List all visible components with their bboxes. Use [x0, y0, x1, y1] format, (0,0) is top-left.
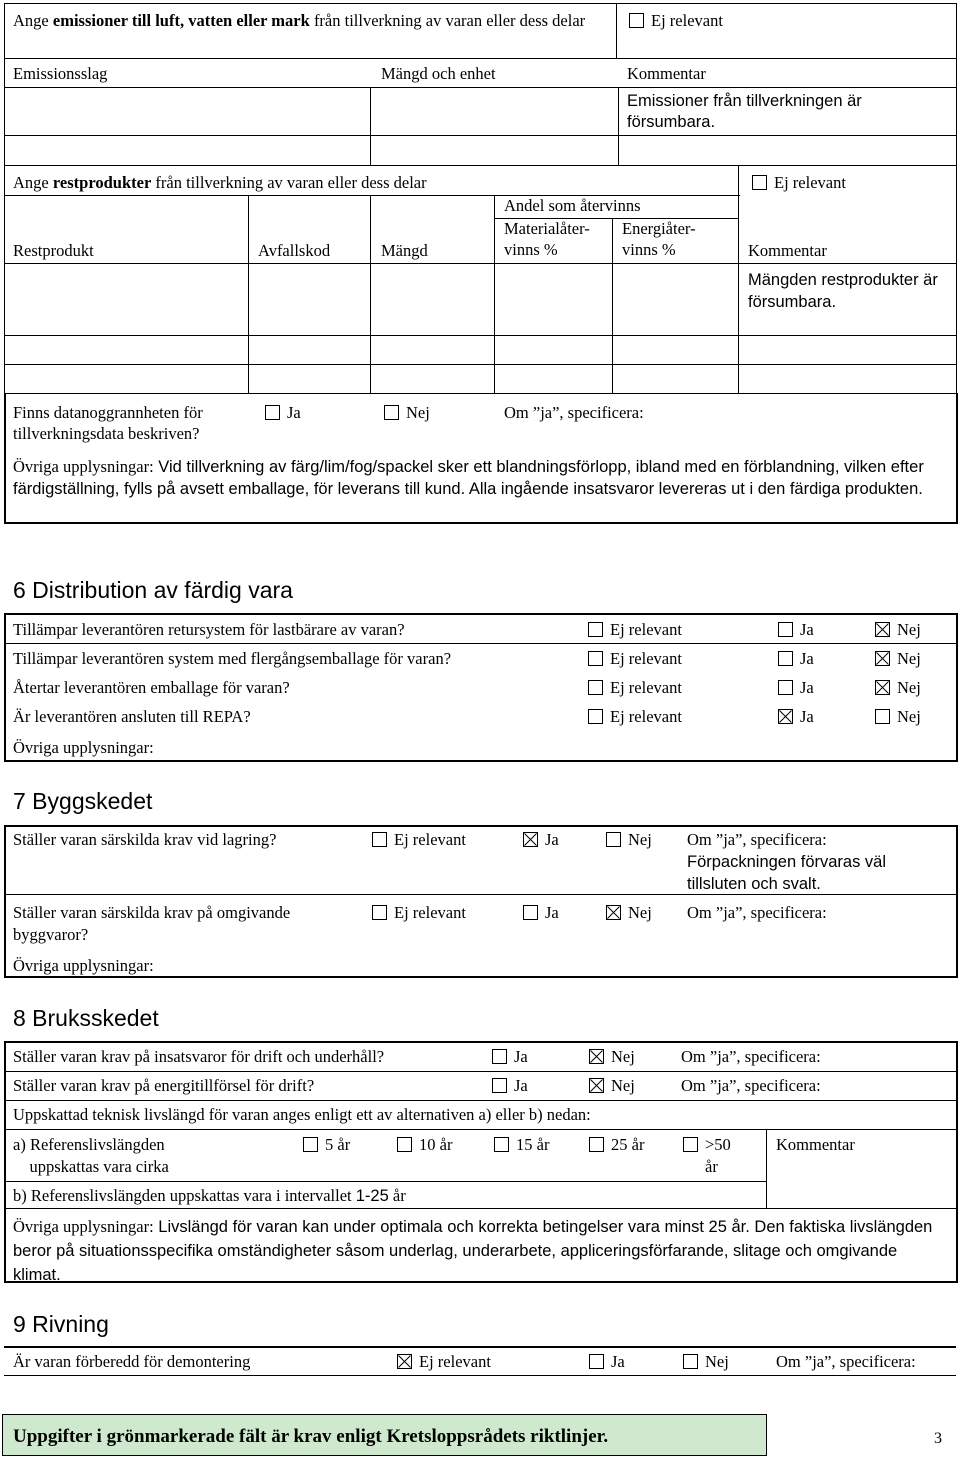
checkbox-icon[interactable] [588, 622, 603, 637]
col-recycled-share: Andel som återvinns [504, 196, 641, 215]
section-6-heading: 6 Distribution av färdig vara [13, 577, 293, 603]
checked-checkbox-icon[interactable] [875, 651, 890, 666]
checkbox-icon[interactable] [372, 832, 387, 847]
s9-not-relevant[interactable]: Ej relevant [397, 1351, 491, 1372]
divider [248, 195, 249, 393]
checkbox-icon[interactable] [588, 680, 603, 695]
divider [4, 263, 956, 264]
residual-comment: Mängden restprodukter är försumbara. [748, 271, 938, 311]
col-energy-recycled: Energiåter- vinns % [622, 219, 696, 259]
s6-question: Är leverantören ansluten till REPA? [13, 707, 251, 726]
col-comment: Kommentar [748, 241, 827, 260]
divider [4, 1100, 956, 1101]
divider [4, 1181, 766, 1182]
col-material-recycled: Materialåter- vinns % [504, 219, 590, 259]
section-6-other-info: Övriga upplysningar: [13, 738, 154, 757]
s7-q2-no[interactable]: Nej [606, 902, 652, 923]
s9-yes[interactable]: Ja [589, 1351, 625, 1372]
s8-lifetime-instruction: Uppskattad teknisk livslängd för varan anges enligt ett av alternativen a) eller b) nedan: [13, 1105, 591, 1124]
s7-q1-no[interactable]: Nej [606, 829, 652, 850]
s9-no[interactable]: Nej [683, 1351, 729, 1372]
divider [4, 643, 956, 644]
checkbox-icon[interactable] [494, 1137, 509, 1152]
emissions-comment: Emissioner från tillverkningen är försumbara. [627, 92, 862, 132]
emissions-not-relevant-option[interactable]: Ej relevant [629, 10, 723, 31]
section-7-heading: 7 Byggskedet [13, 788, 153, 814]
divider [956, 3, 957, 165]
checkbox-icon[interactable] [589, 1354, 604, 1369]
divider [618, 87, 619, 165]
divider [4, 135, 956, 136]
s9-question: Är varan förberedd för demontering [13, 1352, 251, 1371]
s8-q1-specify: Om ”ja”, specificera: [681, 1047, 821, 1066]
checkbox-icon[interactable] [372, 905, 387, 920]
checked-checkbox-icon[interactable] [875, 680, 890, 695]
col-waste-code: Avfallskod [258, 241, 331, 260]
divider [616, 3, 617, 58]
s8-q2-question: Ställer varan krav på energitillförsel för drift? [13, 1076, 315, 1095]
divider [4, 165, 956, 166]
checked-checkbox-icon[interactable] [397, 1354, 412, 1369]
checked-checkbox-icon[interactable] [778, 709, 793, 724]
s6-option-no[interactable]: Nej [875, 619, 921, 640]
checkbox-icon[interactable] [778, 651, 793, 666]
s8-opt-25-years[interactable]: 25 år [589, 1134, 644, 1155]
s6-question: Tillämpar leverantören system med flergångsemballage för varan? [13, 649, 452, 668]
col-comment: Kommentar [627, 64, 706, 83]
s8-comment-label: Kommentar [776, 1135, 855, 1154]
col-amount-unit: Mängd och enhet [381, 64, 496, 83]
s7-q1-question: Ställer varan särskilda krav vid lagring? [13, 830, 277, 849]
s7-q2-not-relevant[interactable]: Ej relevant [372, 902, 466, 923]
checkbox-icon[interactable] [492, 1078, 507, 1093]
divider [4, 1208, 956, 1209]
section-7-other-info: Övriga upplysningar: [13, 956, 154, 975]
s8-opt-5-years[interactable]: 5 år [303, 1134, 350, 1155]
checkbox-icon[interactable] [397, 1137, 412, 1152]
checkbox-icon[interactable] [384, 405, 399, 420]
divider [4, 1375, 956, 1376]
s9-specify: Om ”ja”, specificera: [776, 1352, 916, 1371]
checkbox-icon[interactable] [752, 175, 767, 190]
s6-question: Tillämpar leverantören retursystem för lastbärare av varan? [13, 620, 405, 639]
checked-checkbox-icon[interactable] [523, 832, 538, 847]
checkbox-icon[interactable] [303, 1137, 318, 1152]
section-9-heading: 9 Rivning [13, 1311, 109, 1337]
s6-option-yes[interactable]: Ja [778, 648, 814, 669]
col-residual-product: Restprodukt [13, 241, 94, 260]
checkbox-icon[interactable] [588, 709, 603, 724]
s8-opt-10-years[interactable]: 10 år [397, 1134, 452, 1155]
divider [4, 87, 956, 88]
divider [4, 1129, 956, 1130]
divider [4, 3, 956, 4]
s6-option-not-relevant[interactable]: Ej relevant [588, 706, 682, 727]
s7-q2-specify: Om ”ja”, specificera: [687, 903, 827, 922]
s8-q1-yes[interactable]: Ja [492, 1046, 528, 1067]
s6-option-yes[interactable]: Ja [778, 706, 814, 727]
s8-other-info: Övriga upplysningar: Livslängd för varan kan under optimala och korrekta betingelser vara minst 25 år. Den faktiska livslängden beror på situationsspecifika omständigheter såsom underlag, underarbete, appliceringsförfarande, slitage och omgivande klimat. [13, 1217, 933, 1284]
s8-q2-specify: Om ”ja”, specificera: [681, 1076, 821, 1095]
data-accuracy-specify: Om ”ja”, specificera: [504, 403, 644, 422]
checkbox-icon[interactable] [523, 905, 538, 920]
other-info-1: Övriga upplysningar: Vid tillverkning av färg/lim/fog/spackel sker ett blandningsförlopp, ibland med en förblandning, vilken efter färdigställning, fylls på avsett emballage, för leverans till kund. Alla ingående insatsvaror levereras ut i den färdiga produkten. [13, 457, 924, 498]
s6-option-no[interactable]: Nej [875, 677, 921, 698]
col-emission-type: Emissionsslag [13, 64, 108, 83]
s6-question: Återtar leverantören emballage för varan? [13, 678, 290, 697]
divider [612, 218, 613, 393]
s6-option-no[interactable]: Nej [875, 648, 921, 669]
residual-title: Ange restprodukter från tillverkning av varan eller dess delar [13, 173, 427, 192]
s8-opt-50-years[interactable]: >50 år [683, 1134, 731, 1178]
divider [4, 393, 5, 524]
s7-q1-yes[interactable]: Ja [523, 829, 559, 850]
s6-option-not-relevant[interactable]: Ej relevant [588, 619, 682, 640]
s8-q2-no[interactable]: Nej [589, 1075, 635, 1096]
divider [766, 1129, 767, 1208]
divider [4, 1071, 956, 1072]
s8-q1-no[interactable]: Nej [589, 1046, 635, 1067]
s8-a-label: a) Referenslivslängden uppskattas vara cirka [13, 1135, 169, 1176]
checkbox-icon[interactable] [265, 405, 280, 420]
divider [370, 87, 371, 165]
s6-option-yes[interactable]: Ja [778, 619, 814, 640]
s7-q1-not-relevant[interactable]: Ej relevant [372, 829, 466, 850]
checkbox-icon[interactable] [492, 1049, 507, 1064]
divider [4, 364, 956, 365]
checkbox-icon[interactable] [606, 832, 621, 847]
checked-checkbox-icon[interactable] [606, 905, 621, 920]
checkbox-icon[interactable] [683, 1354, 698, 1369]
checkbox-icon[interactable] [683, 1137, 698, 1152]
s6-option-not-relevant[interactable]: Ej relevant [588, 677, 682, 698]
checkbox-icon[interactable] [588, 651, 603, 666]
checked-checkbox-icon[interactable] [875, 622, 890, 637]
s7-q1-specify: Om ”ja”, specificera: [687, 830, 827, 849]
data-accuracy-no-option[interactable]: Nej [384, 402, 430, 423]
divider [4, 58, 956, 59]
s8-b-label: b) Referenslivslängden uppskattas vara i intervallet 1-25 år [13, 1186, 406, 1205]
checked-checkbox-icon[interactable] [589, 1049, 604, 1064]
s7-q2-question: Ställer varan särskilda krav på omgivande byggvaror? [13, 903, 291, 944]
divider [4, 3, 5, 165]
s7-q2-yes[interactable]: Ja [523, 902, 559, 923]
divider [4, 1346, 956, 1348]
checkbox-icon[interactable] [778, 680, 793, 695]
divider [4, 165, 5, 393]
s6-option-no[interactable]: Nej [875, 706, 921, 727]
col-amount: Mängd [381, 241, 428, 260]
s8-q1-question: Ställer varan krav på insatsvaror för drift och underhåll? [13, 1047, 385, 1066]
s8-q2-yes[interactable]: Ja [492, 1075, 528, 1096]
section-8-heading: 8 Bruksskedet [13, 1005, 159, 1031]
s6-option-yes[interactable]: Ja [778, 677, 814, 698]
divider [4, 335, 956, 336]
s7-q1-comment: Förpackningen förvaras väl tillsluten och svalt. [687, 853, 887, 893]
checkbox-icon[interactable] [875, 709, 890, 724]
checkbox-icon[interactable] [629, 13, 644, 28]
checkbox-icon[interactable] [589, 1137, 604, 1152]
page-number: 3 [934, 1430, 942, 1447]
divider [494, 195, 495, 393]
divider [956, 165, 957, 393]
s8-opt-15-years[interactable]: 15 år [494, 1134, 549, 1155]
emissions-title: Ange emissioner till luft, vatten eller mark från tillverkning av varan eller dess delar [13, 11, 586, 30]
checked-checkbox-icon[interactable] [589, 1078, 604, 1093]
data-accuracy-question: Finns datanoggrannheten för tillverkningsdata beskriven? [13, 403, 203, 443]
footer-note: Uppgifter i grönmarkerade fält är krav enligt Kretsloppsrådets riktlinjer. [13, 1426, 609, 1447]
s6-option-not-relevant[interactable]: Ej relevant [588, 648, 682, 669]
data-accuracy-yes-option[interactable]: Ja [265, 402, 301, 423]
divider [370, 195, 371, 393]
checkbox-icon[interactable] [778, 622, 793, 637]
divider [738, 165, 739, 393]
residual-not-relevant-option[interactable]: Ej relevant [752, 172, 846, 193]
